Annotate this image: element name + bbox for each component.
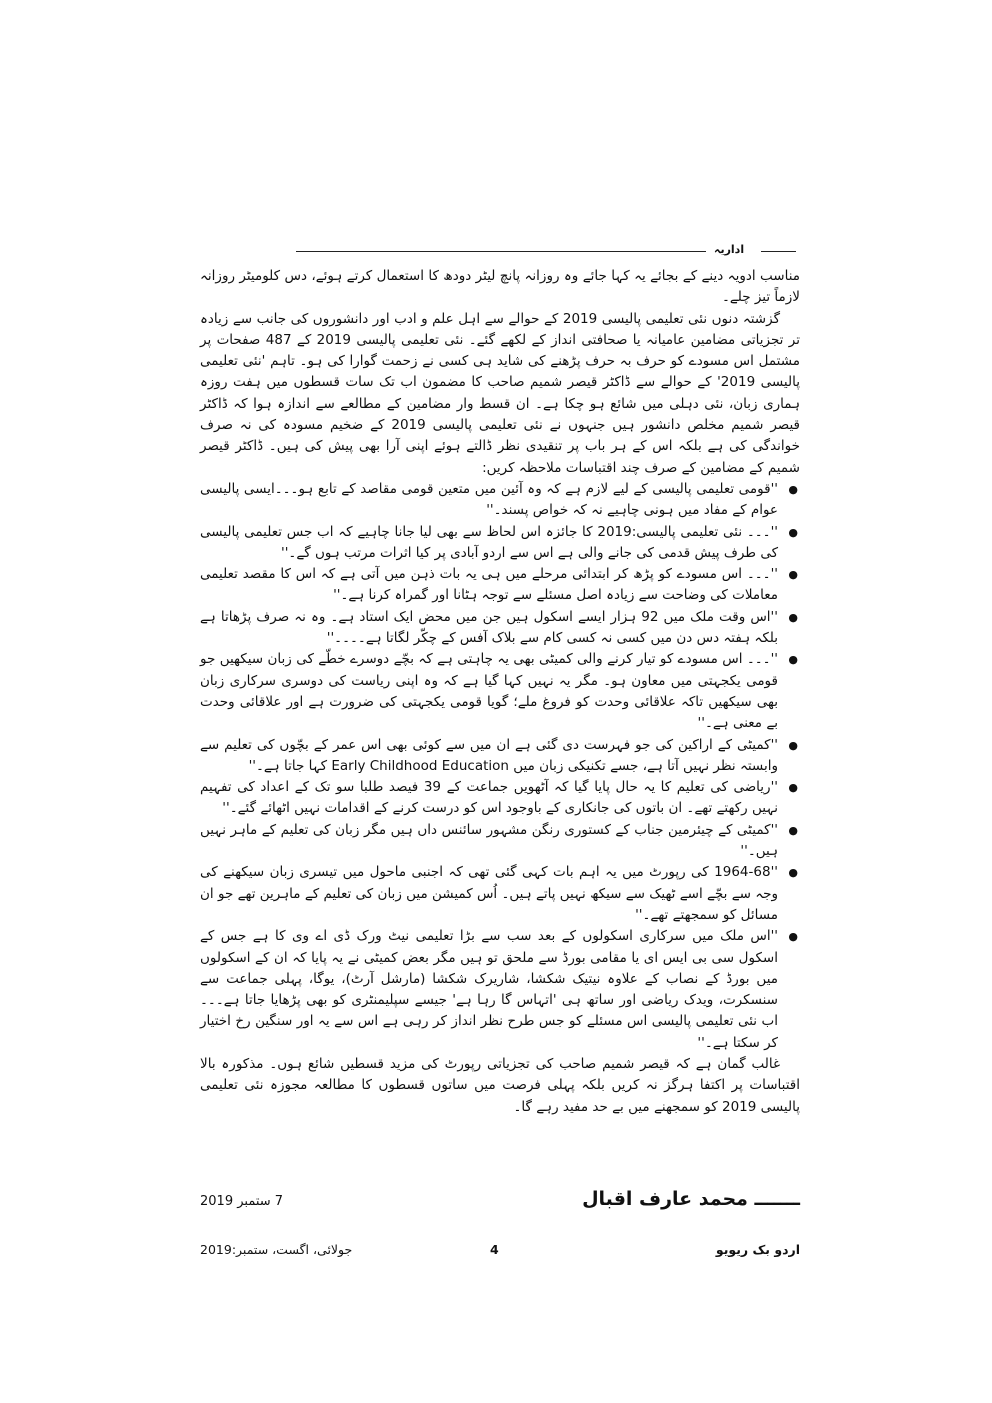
editorial-body bbox=[200, 266, 800, 1118]
quote-text: ''۔۔۔ اس مسودے کو تیار کرنے والی کمیٹی بھی یہ چاہتی ہے کہ بچّے دوسرے خطّے کی زبان سیکھیں جو قومی یکجہتی میں معاون ہو۔ مگر یہ نہیں کہا گیا ہے کہ وہ اپنی ریاست کی دوسری سرکاری زبان بھی سیکھیں تاکہ علاقائی وحدت کو فروغ ملے؛ گویا قومی یکجہتی کی ضرورت ہے اور علاقائی وحدت بے معنی ہے۔'' bbox=[200, 651, 778, 732]
continuation-paragraph: مناسب ادویہ دینے کے بجائے یہ کہا جائے وہ روزانہ پانچ لیٹر دودھ کا استعمال کرتے ہوئے، دس کلومیٹر روزانہ لازماً تیز چلے۔ bbox=[200, 268, 800, 306]
journal-name: اردو بک ریویو bbox=[715, 1242, 800, 1257]
quote-text: ''کمیٹی کے چیئرمین جناب کے کستوری رنگن مشہور سائنس داں ہیں مگر زبان کی تعلیم کے ماہر نہیں ہیں۔'' bbox=[200, 821, 778, 860]
list-item bbox=[200, 820, 798, 863]
header-rule bbox=[296, 251, 706, 252]
bullet-icon: ● bbox=[788, 930, 798, 944]
list-item bbox=[200, 777, 798, 820]
list-item bbox=[200, 649, 798, 734]
date: 7 ستمبر 2019 bbox=[200, 1194, 284, 1209]
bullet-icon: ● bbox=[788, 482, 798, 496]
page-number: 4 bbox=[490, 1242, 499, 1257]
list-item bbox=[200, 735, 798, 778]
list-item bbox=[200, 522, 798, 565]
list-item bbox=[200, 862, 798, 926]
quote-text: ''۔۔۔ نئی تعلیمی پالیسی:2019 کا جائزہ اس لحاظ سے بھی لیا جانا چاہیے کہ اب جس تعلیمی پالیسی کی طرف پیش قدمی کی جانے والی ہے اس سے اردو آبادی پر کیا اثرات مرتب ہوں گے۔'' bbox=[200, 523, 778, 561]
section-title: اداریہ bbox=[714, 243, 745, 256]
author-signature: ـــــــ محمد عارف اقبال bbox=[582, 1188, 800, 1210]
page-footer bbox=[200, 1242, 800, 1262]
quote-text: ''اس وقت ملک میں 92 ہزار ایسے اسکول ہیں جن میں محض ایک استاد ہے۔ وہ نہ صرف پڑھاتا ہے بلکہ ہفتہ دس دن میں کسی نہ کسی کام سے بلاک آفس کے چکّر لگاتا ہے۔۔۔۔'' bbox=[200, 608, 778, 647]
bullet-icon: ● bbox=[788, 610, 798, 624]
bullet-icon: ● bbox=[788, 653, 798, 667]
closing-paragraph: غالب گمان ہے کہ قیصر شمیم صاحب کی تجزیاتی رپورٹ کی مزید قسطیں شائع ہوں۔ مذکورہ بالا اقتباسات پر اکتفا ہرگز نہ کریں بلکہ پہلی فرصت میں ساتوں قسطوں کا مطالعہ مجوزہ نئی تعلیمی پالیسی 2019 کو سمجھنے میں بے حد مفید رہے گا۔ bbox=[200, 1055, 800, 1115]
signature-row bbox=[200, 1188, 800, 1214]
quotes-list bbox=[200, 479, 800, 1054]
list-item bbox=[200, 564, 798, 607]
quote-text: ''۔۔۔ اس مسودے کو پڑھ کر ابتدائی مرحلے میں ہی یہ بات ذہن میں آتی ہے کہ اس کا مقصد تعلیمی معاملات کی وضاحت سے زیادہ اصل مسئلے سے توجہ ہٹانا اور گمراہ کرنا ہے۔'' bbox=[200, 566, 778, 604]
page-header bbox=[296, 244, 796, 258]
issue-label: جولائی، اگست، ستمبر:2019 bbox=[200, 1242, 353, 1257]
intro-paragraph: گزشتہ دنوں نئی تعلیمی پالیسی 2019 کے حوالے سے اہل علم و ادب اور دانشوروں کی جانب سے زیادہ تر تجزیاتی مضامین عامیانہ یا صحافتی انداز کے لکھے گئے۔ نئی تعلیمی پالیسی 2019 کے 487 صفحات پر مشتمل اس مسودے کو حرف بہ حرف پڑھنے کی شاید ہی کسی نے زحمت گوارا کی ہو۔ تاہم 'نئی تعلیمی پالیسی 2019' کے حوالے سے ڈاکٹر قیصر شمیم صاحب کا مضمون اب تک سات قسطوں میں ہفت روزہ ہماری زبان، نئی دہلی میں شائع ہو چکا ہے۔ ان قسط وار مضامین کے مطالعے سے اندازہ ہوا کہ ڈاکٹر قیصر شمیم مخلص دانشور ہیں جنہوں نے نئی تعلیمی پالیسی 2019 کے ضخیم مسودہ کی نہ صرف خواندگی کی ہے بلکہ اس کے ہر باب پر تنقیدی نظر ڈالتے ہوئے اپنی آرا بھی پیش کی ہیں۔ ڈاکٹر قیصر شمیم کے مضامین کے صرف چند اقتباسات ملاحظہ کریں: bbox=[200, 310, 801, 476]
quote-text: ''کمیٹی کے اراکین کی جو فہرست دی گئی ہے ان میں سے کوئی بھی اس عمر کے بچّوں کی تعلیم سے وابستہ نظر نہیں آتا ہے، جسے تکنیکی زبان میں Early Childhood Education کہا جاتا ہے۔'' bbox=[200, 736, 778, 774]
list-item bbox=[200, 926, 798, 1054]
quote-text: ''1964-68 کی رپورٹ میں یہ اہم بات کہی گئی تھی کہ اجنبی ماحول میں تیسری زبان سیکھنے کی وجہ سے بچّے اسے ٹھیک سے سیکھ نہیں پاتے ہیں۔ اُس کمیشن میں زبان کی تعلیم کے ماہرین تھے جو ان مسائل کو سمجھتے تھے۔'' bbox=[200, 864, 778, 923]
quote-text: ''اس ملک میں سرکاری اسکولوں کے بعد سب سے بڑا تعلیمی نیٹ ورک ڈی اے وی کا ہے جس کے اسکول سی بی ایس ای یا مقامی بورڈ سے ملحق تو ہیں مگر بعض کمیٹی نے یہ پایا کہ ان کے اسکولوں میں بورڈ کے نصاب کے علاوہ نیتیک شکشا، شاریرک شکشا (مارشل آرٹ)، یوگا، پہلی جماعت سے سنسکرت، ویدک ریاضی اور ساتھ ہی 'اتہاس گا رہا ہے' جیسے سپلیمنٹری کو بھی پڑھایا جاتا ہے۔۔۔اب نئی تعلیمی پالیسی اس مسئلے کو جس طرح نظر انداز کر رہی ہے اس سے یہ اور سنگین رخ اختیار کر سکتا ہے۔'' bbox=[200, 928, 778, 1051]
bullet-icon: ● bbox=[788, 738, 798, 752]
bullet-icon: ● bbox=[788, 525, 798, 539]
bullet-icon: ● bbox=[788, 866, 798, 880]
bullet-icon: ● bbox=[788, 823, 798, 837]
header-rule bbox=[761, 251, 796, 252]
bullet-icon: ● bbox=[788, 781, 798, 795]
bullet-icon: ● bbox=[788, 568, 798, 582]
list-item bbox=[200, 479, 798, 522]
quote-text: ''قومی تعلیمی پالیسی کے لیے لازم ہے کہ وہ آئین میں متعین قومی مقاصد کے تابع ہو۔۔۔ایسی پالیسی عوام کے مفاد میں ہونی چاہیے نہ کہ خواص پسند۔'' bbox=[200, 480, 778, 519]
quote-text: ''ریاضی کی تعلیم کا یہ حال پایا گیا کہ آٹھویں جماعت کے 39 فیصد طلبا سو تک کے اعداد کی تفہیم نہیں رکھتے تھے۔ ان باتوں کی جانکاری کے باوجود اس کو درست کرنے کے اقدامات نہیں اٹھائے گئے۔'' bbox=[200, 779, 778, 817]
list-item bbox=[200, 607, 798, 650]
